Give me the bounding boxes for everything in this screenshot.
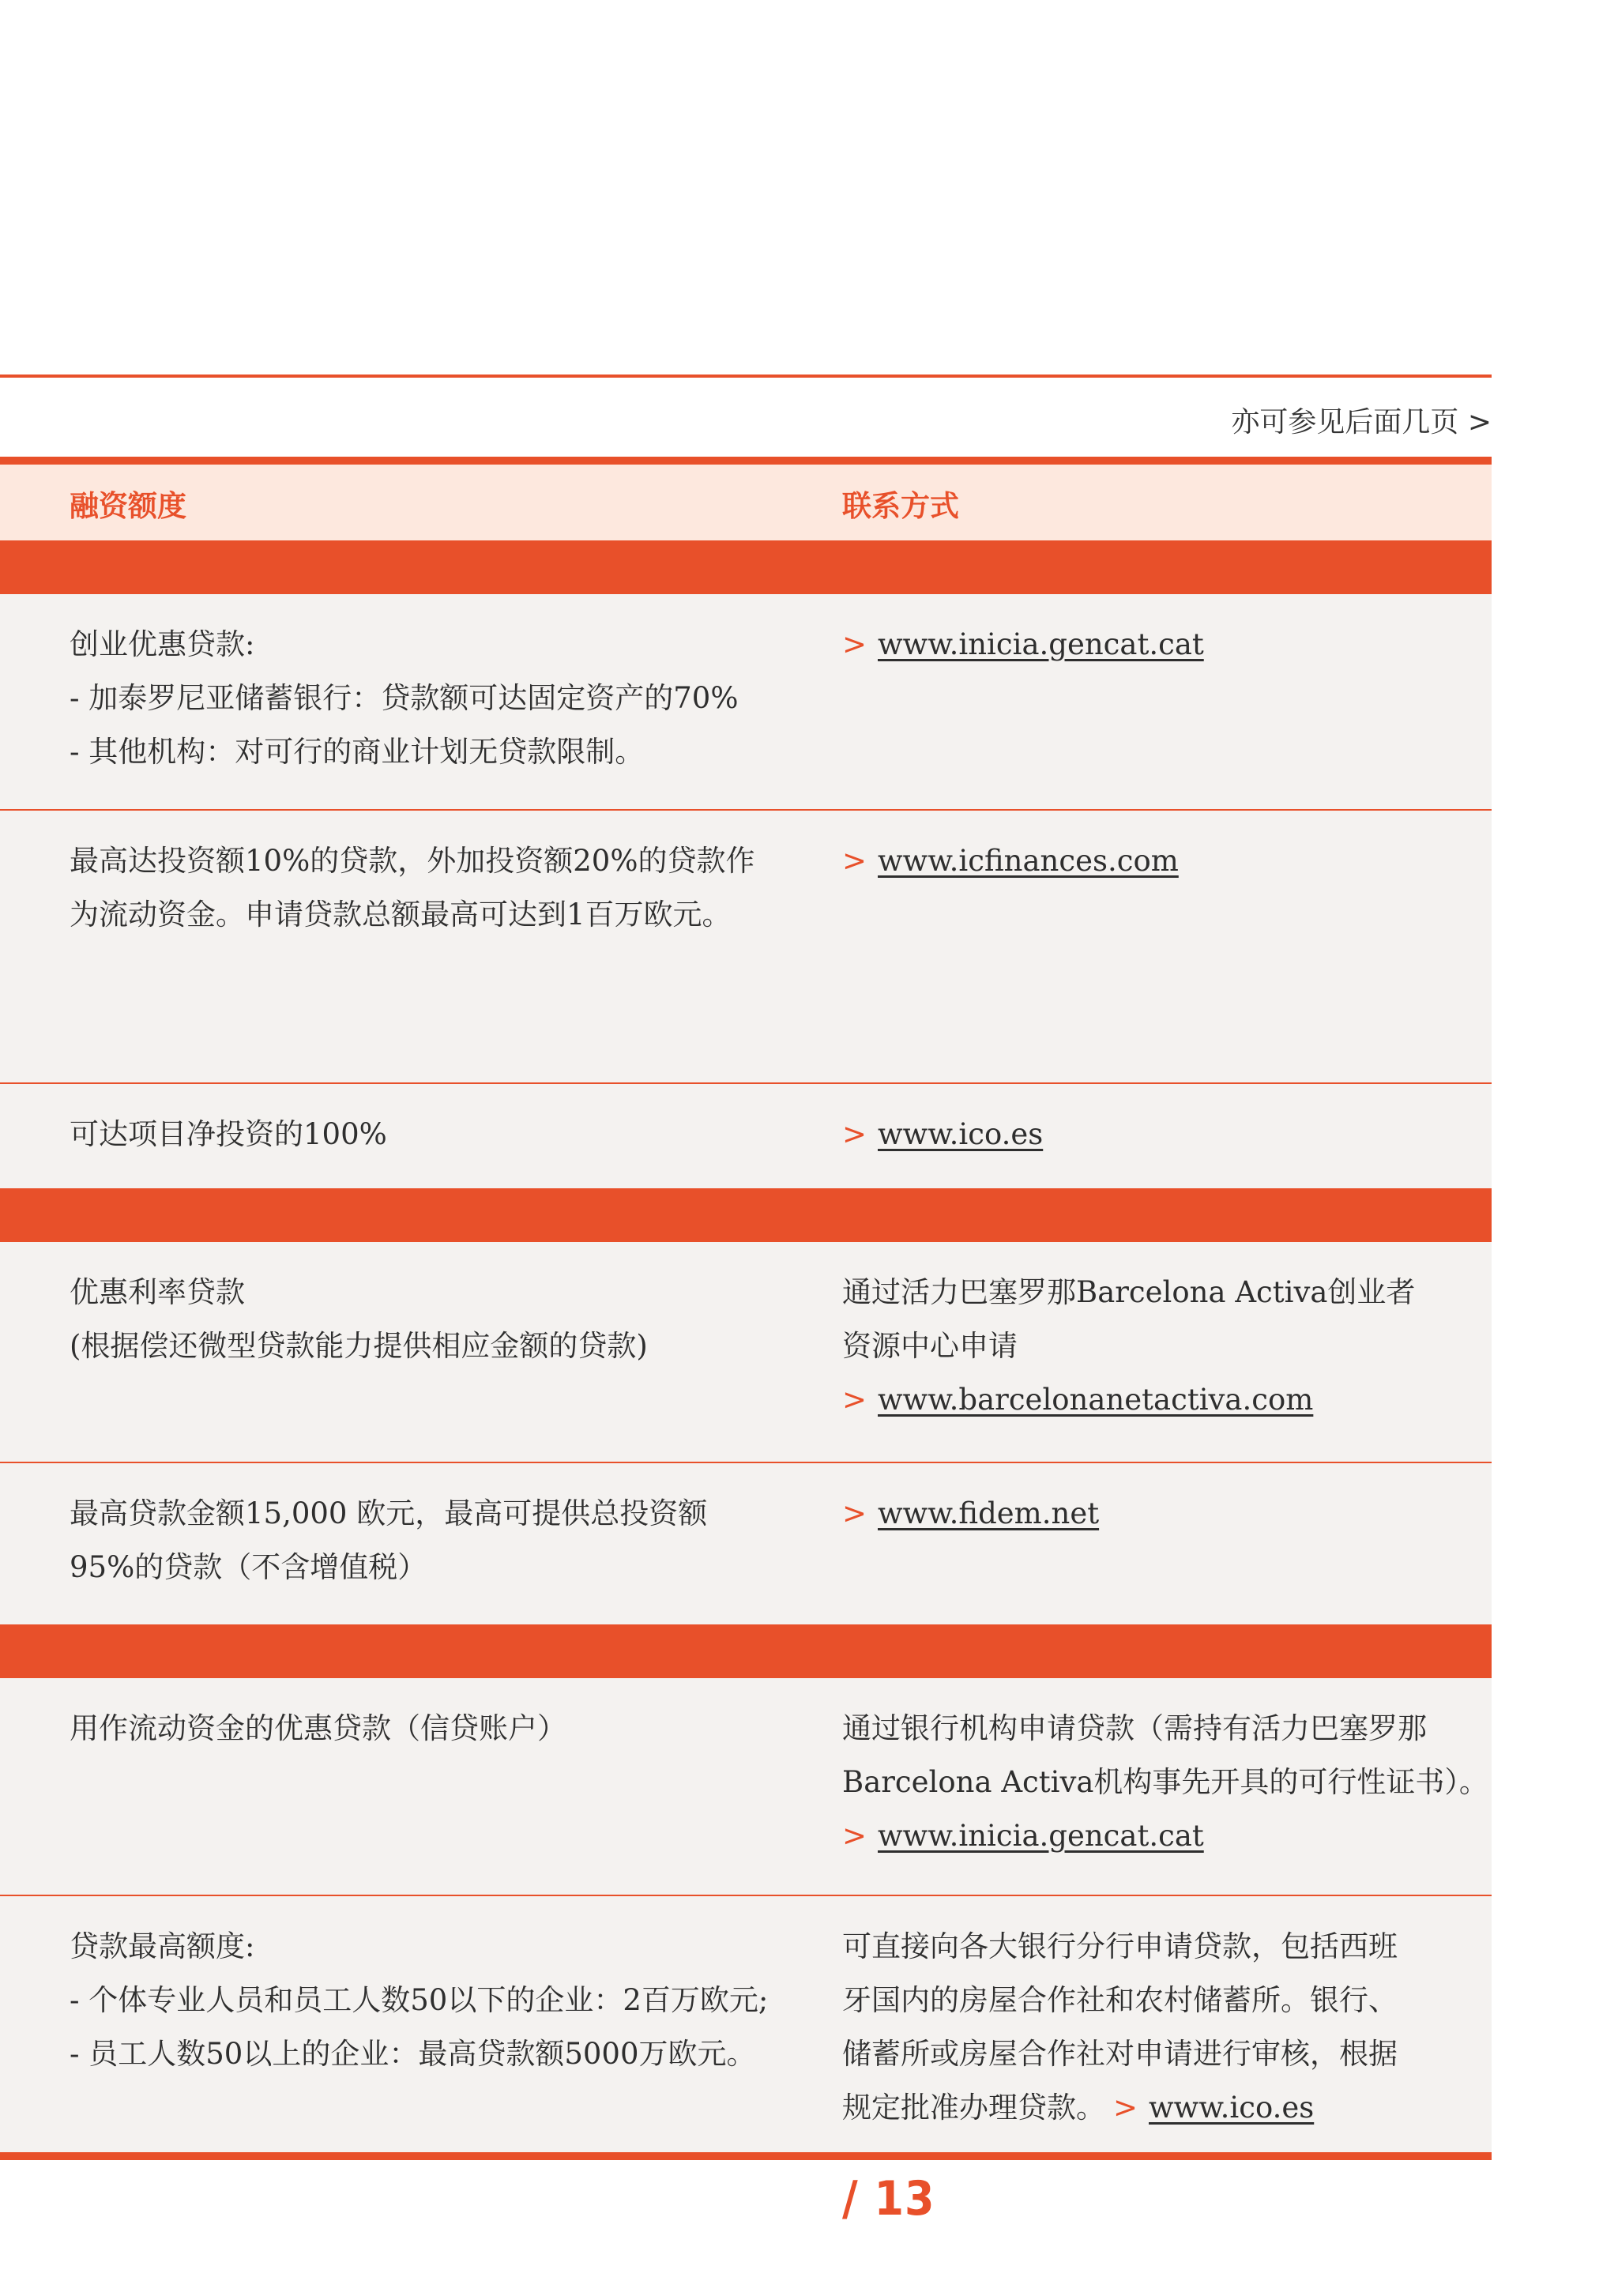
arrow-icon: > [842,1383,867,1417]
header-contact: 联系方式 [842,489,959,523]
arrow-icon: > [842,1117,867,1151]
table-row [0,1084,1492,1188]
table-row [0,1463,1492,1624]
website-link[interactable]: www.ico.es [878,1117,1044,1151]
section-band [0,540,1492,594]
page-number: / 13 [842,2171,935,2226]
table-row [0,811,1492,1084]
website-link[interactable]: www.fidem.net [878,1496,1100,1530]
arrow-icon: > [1113,2091,1138,2125]
contact-cell: 通过银行机构申请贷款（需持有活力巴塞罗那 Barcelona Activa机构事先开具的可行性证书）。 > www.inicia.gencat.cat [842,1711,1488,1853]
website-link[interactable]: www.barcelonanetactiva.com [878,1383,1314,1417]
bottom-rule [0,2152,1492,2160]
amount-cell: 最高贷款金额15,000 欧元，最高可提供总投资额 95%的贷款（不含增值税） [70,1496,708,1584]
top-rule [0,375,1492,378]
table-row [0,1678,1492,1896]
contact-cell [842,834,1458,888]
contact-cell [842,1108,1458,1161]
contact-cell [842,618,1458,672]
amount-cell: 创业优惠贷款: - 加泰罗尼亚储蓄银行：贷款额可达固定资产的70% - 其他机构：对可行的商业计划无贷款限制。 [70,627,739,769]
table-header [0,465,1492,540]
table-row [0,1896,1492,2152]
section-band [0,1188,1492,1242]
contact-cell: 可直接向各大银行分行申请贷款，包括西班 牙国内的房屋合作社和农村储蓄所。银行、 储蓄所或房屋合作社对申请进行审核，根据 规定批准办理贷款。 > www.ico.es [842,1929,1398,2125]
header-amount: 融资额度 [70,489,186,523]
amount-cell: 优惠利率贷款 (根据偿还微型贷款能力提供相应金额的贷款) [70,1275,648,1363]
arrow-icon: > [842,1819,867,1853]
amount-cell: 可达项目净投资的100% [70,1117,387,1151]
website-link[interactable]: www.inicia.gencat.cat [878,1819,1204,1853]
arrow-icon: > [842,1496,867,1530]
website-link[interactable]: www.inicia.gencat.cat [878,627,1204,661]
amount-cell: 贷款最高额度: - 个体专业人员和员工人数50以下的企业：2百万欧元; - 员工人数50以上的企业：最高贷款额5000万欧元。 [70,1929,769,2071]
arrow-icon: > [842,627,867,661]
header-rule [0,457,1492,465]
contact-cell [842,1487,1458,1541]
amount-cell: 最高达投资额10%的贷款，外加投资额20%的贷款作 为流动资金。申请贷款总额最高可达到1百万欧元。 [70,844,755,932]
contact-cell: 通过活力巴塞罗那Barcelona Activa创业者 资源中心申请 > www.barcelonanetactiva.com [842,1275,1416,1417]
see-also-note: 亦可参见后面几页 > [1231,406,1492,438]
table-row [0,1242,1492,1463]
table-row [0,594,1492,811]
arrow-icon: > [842,844,867,878]
website-link[interactable]: www.icfinances.com [878,844,1179,878]
website-link[interactable]: www.ico.es [1149,2091,1315,2125]
amount-cell: 用作流动资金的优惠贷款（信贷账户） [70,1711,566,1745]
section-band [0,1624,1492,1678]
